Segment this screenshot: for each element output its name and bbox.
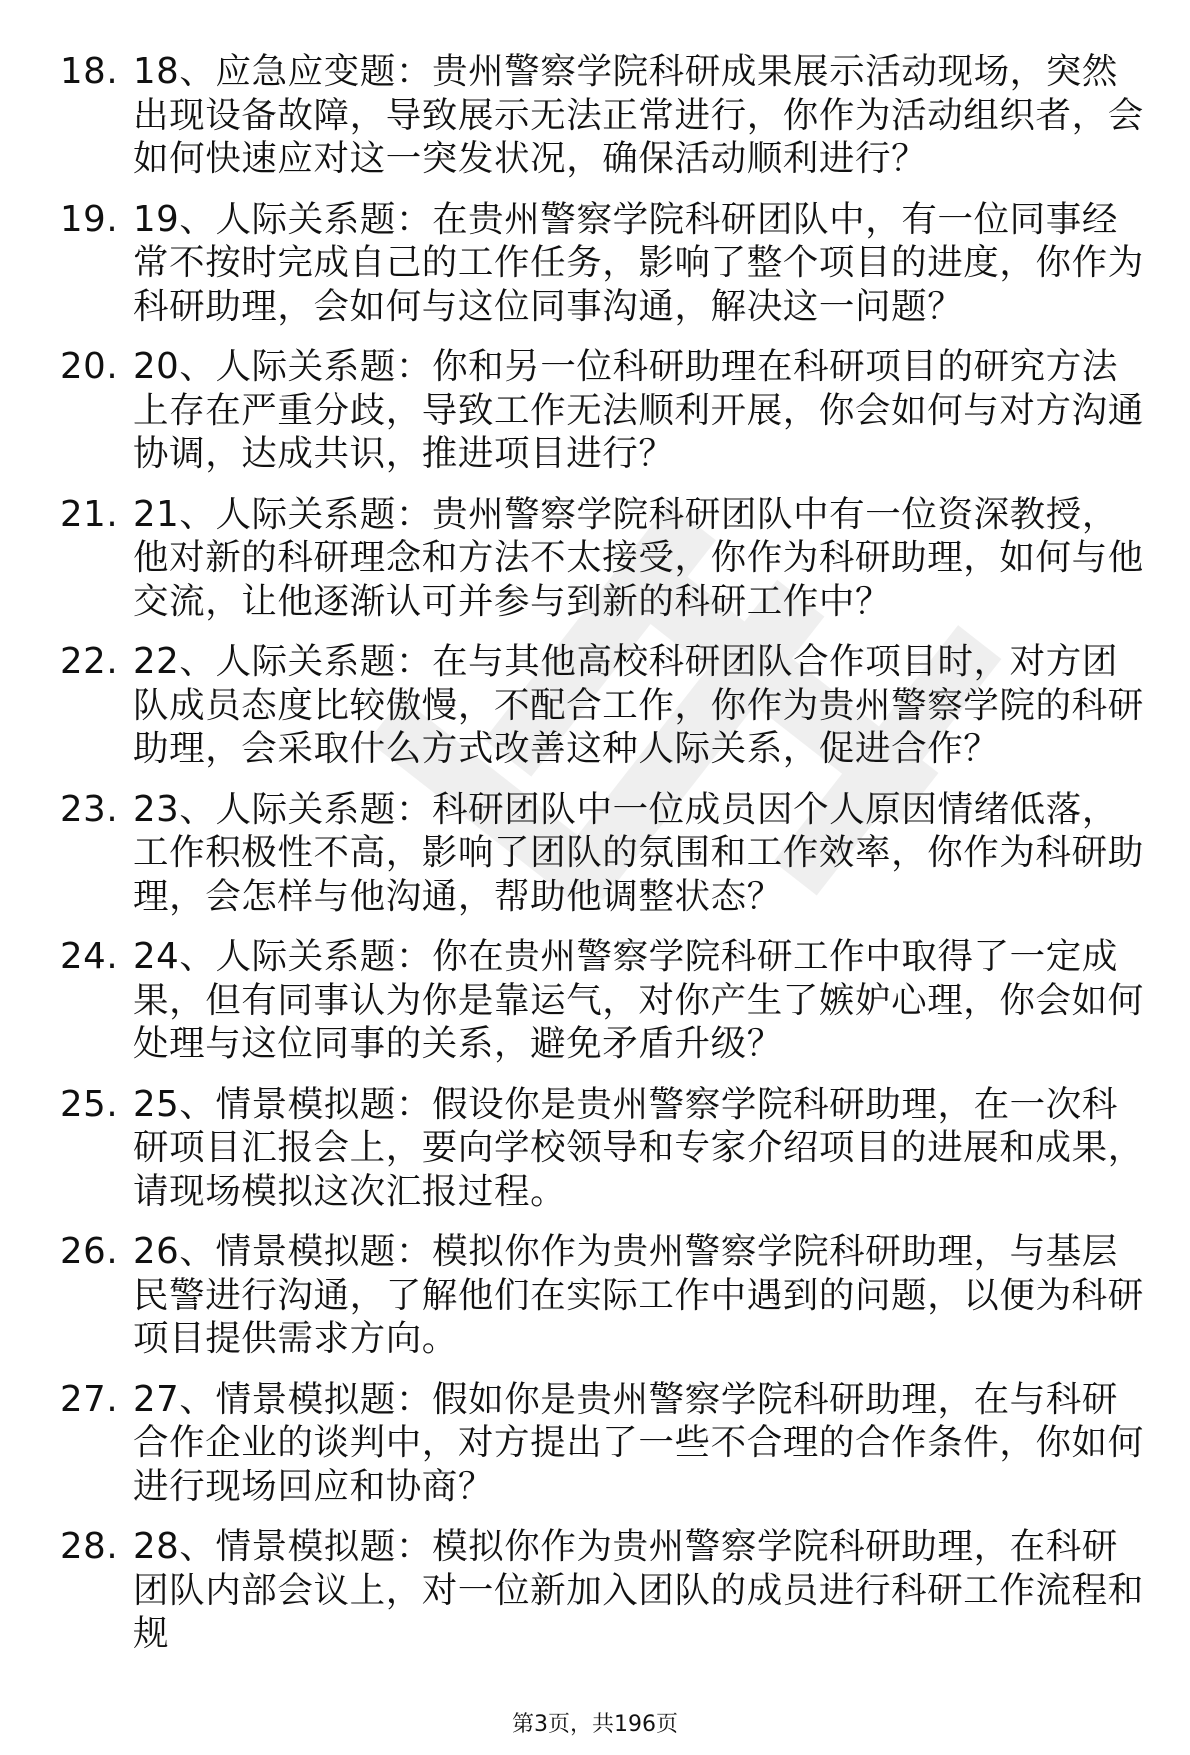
item-number: 24. — [60, 936, 119, 977]
item-text: 23、人际关系题：科研团队中一位成员因个人原因情绪低落，工作积极性不高，影响了团队的氛围和工作效率，你作为科研助理，会怎样与他沟通，帮助他调整状态？ — [133, 788, 1144, 917]
list-item — [0, 1083, 1190, 1214]
list-item — [0, 640, 1190, 771]
item-text: 18、应急应变题：贵州警察学院科研成果展示活动现场，突然出现设备故障，导致展示无法正常进行，你作为活动组织者，会如何快速应对这一突发状况，确保活动顺利进行？ — [133, 51, 1144, 179]
item-number: 19. — [60, 198, 119, 240]
item-text: 22、人际关系题：在与其他高校科研团队合作项目时，对方团队成员态度比较傲慢，不配合工作，你作为贵州警察学院的科研助理，会采取什么方式改善这种人际关系，促进合作？ — [133, 641, 1144, 769]
item-text: 20、人际关系题：你和另一位科研助理在科研项目的研究方法上存在严重分歧，导致工作无法顺利开展，你会如何与对方沟通协调，达成共识，推进项目进行？ — [133, 346, 1144, 474]
item-text: 25、情景模拟题：假设你是贵州警察学院科研助理，在一次科研项目汇报会上，要向学校领导和专家介绍项目的进展和成果，请现场模拟这次汇报过程。 — [133, 1083, 1144, 1212]
item-number: 26. — [60, 1231, 119, 1272]
item-text: 26、情景模拟题：模拟你作为贵州警察学院科研助理，与基层民警进行沟通，了解他们在实际工作中遇到的问题，以便为科研项目提供需求方向。 — [133, 1231, 1144, 1359]
question-list — [0, 50, 1190, 1673]
list-item — [0, 1378, 1190, 1509]
list-item — [0, 935, 1190, 1066]
item-text: 24、人际关系题：你在贵州警察学院科研工作中取得了一定成果，但有同事认为你是靠运气，对你产生了嫉妒心理，你会如何处理与这位同事的关系，避免矛盾升级？ — [133, 936, 1144, 1064]
item-text: 19、人际关系题：在贵州警察学院科研团队中，有一位同事经常不按时完成自己的工作任务，影响了整个项目的进度，你作为科研助理，会如何与这位同事沟通，解决这一问题？ — [133, 198, 1144, 327]
item-text: 21、人际关系题：贵州警察学院科研团队中有一位资深教授，他对新的科研理念和方法不太接受，你作为科研助理，如何与他交流，让他逐渐认可并参与到新的科研工作中？ — [133, 493, 1144, 622]
item-number: 25. — [60, 1083, 119, 1125]
item-number: 21. — [60, 493, 119, 535]
item-number: 27. — [60, 1378, 119, 1420]
item-number: 20. — [60, 346, 119, 387]
item-number: 18. — [60, 51, 119, 92]
item-number: 22. — [60, 641, 119, 682]
list-item — [0, 198, 1190, 329]
list-item — [0, 345, 1190, 476]
list-item — [0, 1230, 1190, 1361]
item-text: 27、情景模拟题：假如你是贵州警察学院科研助理，在与科研合作企业的谈判中，对方提出了一些不合理的合作条件，你如何进行现场回应和协商？ — [133, 1378, 1144, 1507]
list-item — [0, 1525, 1190, 1656]
list-item — [0, 788, 1190, 919]
item-text: 28、情景模拟题：模拟你作为贵州警察学院科研助理，在科研团队内部会议上，对一位新加入团队的成员进行科研工作流程和规 — [133, 1526, 1144, 1654]
item-number: 28. — [60, 1526, 119, 1567]
page-footer: 第3页，共196页 — [512, 1712, 678, 1737]
list-item — [0, 50, 1190, 181]
item-number: 23. — [60, 788, 119, 830]
list-item — [0, 493, 1190, 624]
